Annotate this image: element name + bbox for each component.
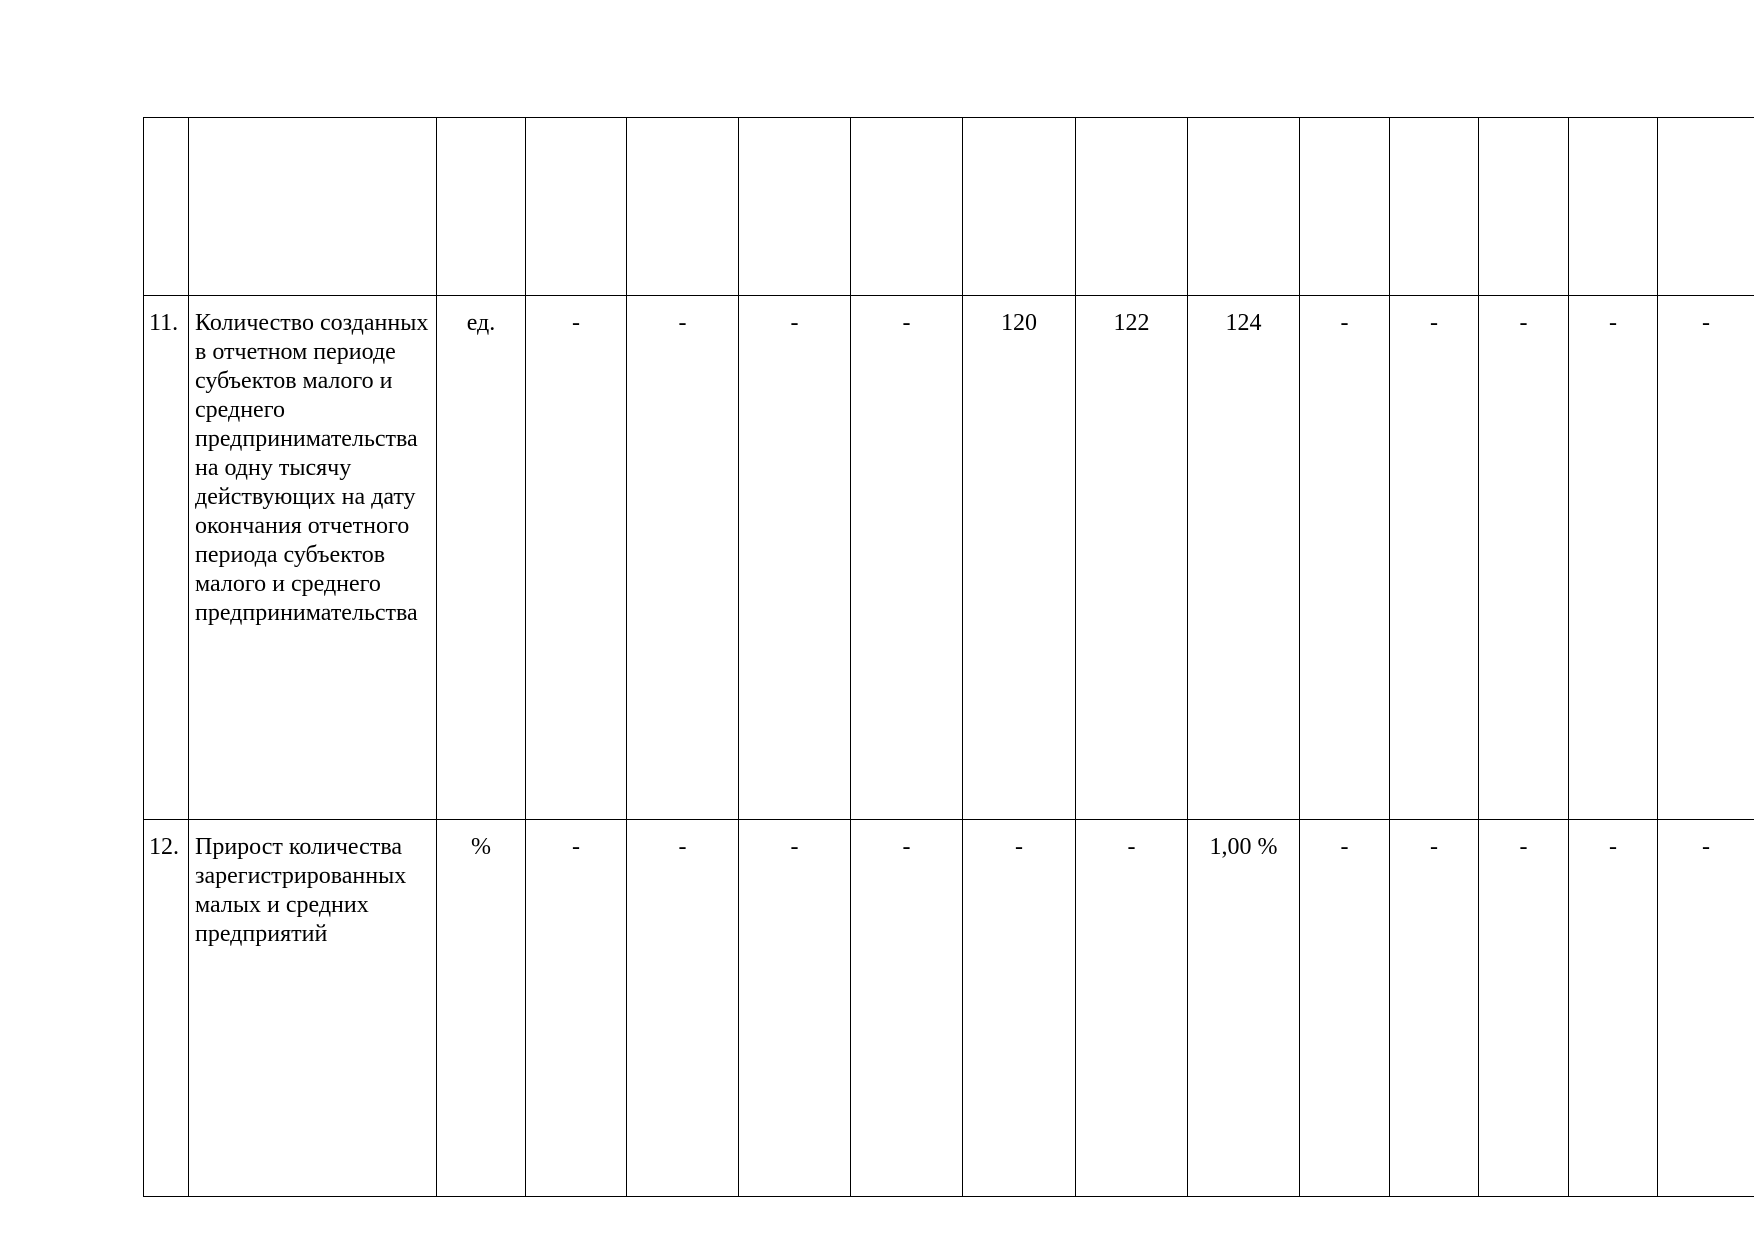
value-cell: - [1390,296,1479,820]
value-cell: 1,00 % [1188,820,1300,1197]
table-row [144,296,1754,820]
value-cell [739,118,851,296]
value-cell [1479,118,1569,296]
row-number-cell: 12. [144,820,189,1197]
value-cell: - [1300,820,1390,1197]
value-cell [1390,118,1479,296]
value-cell: - [963,820,1076,1197]
value-cell: - [1569,820,1658,1197]
row-number-cell: 11. [144,296,189,820]
indicators-table [143,117,1754,1197]
value-cell: - [627,296,739,820]
value-cell [627,118,739,296]
indicator-name-cell: Количество созданных в отчетном периоде субъектов малого и среднего предпринимательства на одну тысячу действующих на дату окончания отчетного периода субъектов малого и среднего предпринимательства [189,296,437,820]
value-cell: 122 [1076,296,1188,820]
table-row [144,820,1754,1197]
value-cell: - [1076,820,1188,1197]
value-cell [1300,118,1390,296]
value-cell: - [1479,820,1569,1197]
value-cell: - [1658,296,1754,820]
value-cell [1658,118,1754,296]
value-cell [526,118,627,296]
value-cell: - [627,820,739,1197]
value-cell [1569,118,1658,296]
value-cell: - [1658,820,1754,1197]
value-cell: - [1569,296,1658,820]
value-cell: - [1300,296,1390,820]
value-cell [1188,118,1300,296]
value-cell: 120 [963,296,1076,820]
row-number-cell [144,118,189,296]
value-cell: - [739,296,851,820]
value-cell: - [1479,296,1569,820]
value-cell: 124 [1188,296,1300,820]
value-cell [851,118,963,296]
value-cell: - [851,820,963,1197]
indicator-name-cell: Прирост количества зарегистрированных малых и средних предприятий [189,820,437,1197]
indicator-name-cell [189,118,437,296]
table-row [144,118,1754,296]
value-cell [963,118,1076,296]
value-cell: - [1390,820,1479,1197]
unit-cell [437,118,526,296]
unit-cell: ед. [437,296,526,820]
value-cell: - [526,820,627,1197]
value-cell: - [851,296,963,820]
value-cell: - [739,820,851,1197]
value-cell: - [526,296,627,820]
value-cell [1076,118,1188,296]
unit-cell: % [437,820,526,1197]
